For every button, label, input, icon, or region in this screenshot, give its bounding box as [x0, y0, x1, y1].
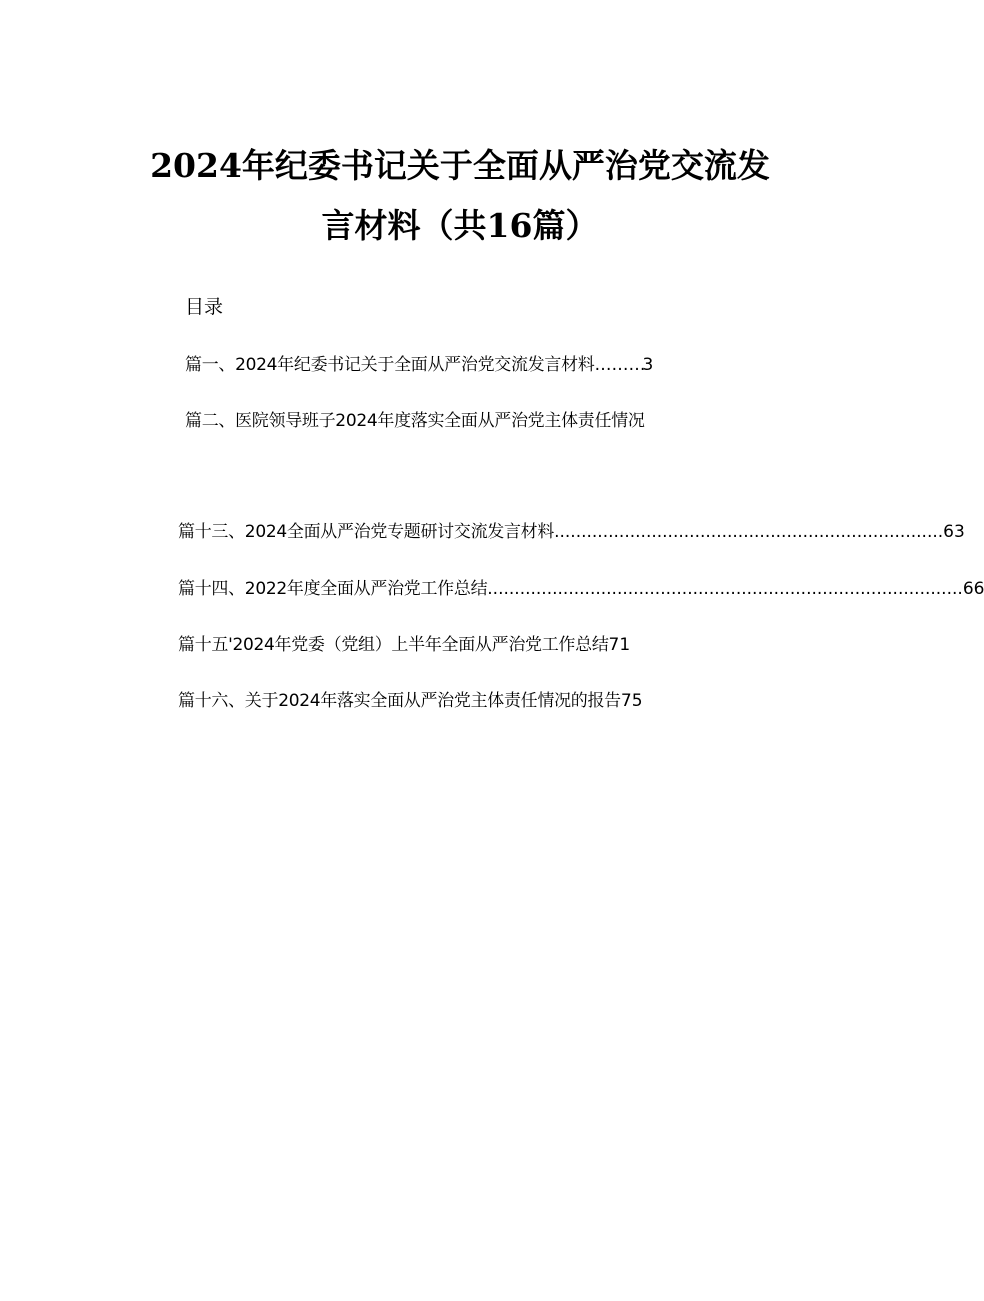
toc-entry-page: 75: [620, 691, 643, 711]
toc-entry-page: 63: [943, 522, 965, 542]
toc-entry-label: 篇十六、关于2024年落实全面从严治党主体责任情况的报告: [178, 691, 621, 711]
toc-entry-label: 篇十四、2022年度全面从严治党工作总结: [178, 579, 488, 599]
toc-entry-label: 篇十五'2024年党委（党组）上半年全面从严治党工作总结: [178, 635, 609, 655]
toc-entry-leader: ………: [594, 355, 646, 375]
toc-entry-15[interactable]: [178, 630, 738, 655]
toc-entry-1[interactable]: [185, 350, 730, 375]
toc-entry-leader: ........................................................................................: [487, 579, 963, 599]
toc-entry-2[interactable]: [185, 406, 745, 431]
toc-entry-page: 66: [962, 579, 984, 599]
toc-entry-page: 3: [642, 355, 654, 375]
toc-entry-13[interactable]: [178, 517, 965, 542]
toc-entry-label: 篇二、医院领导班子2024年度落实全面从严治党主体责任情况: [185, 411, 645, 431]
toc-entry-label: 篇十三、2024全面从严治党专题研讨交流发言材料: [178, 522, 555, 542]
document-title-line-1: 2024年纪委书记关于全面从严治党交流发: [150, 146, 770, 185]
toc-entry-16[interactable]: [178, 686, 738, 711]
toc-entry-label: 篇一、2024年纪委书记关于全面从严治党交流发言材料: [185, 355, 595, 375]
document-title-line-2: 言材料（共16篇）: [321, 206, 599, 245]
toc-heading: 目录: [185, 296, 224, 318]
toc-entry-14[interactable]: [178, 574, 984, 599]
toc-entry-leader: ........................................................................: [554, 522, 944, 542]
toc-entry-page: 71: [608, 635, 631, 655]
